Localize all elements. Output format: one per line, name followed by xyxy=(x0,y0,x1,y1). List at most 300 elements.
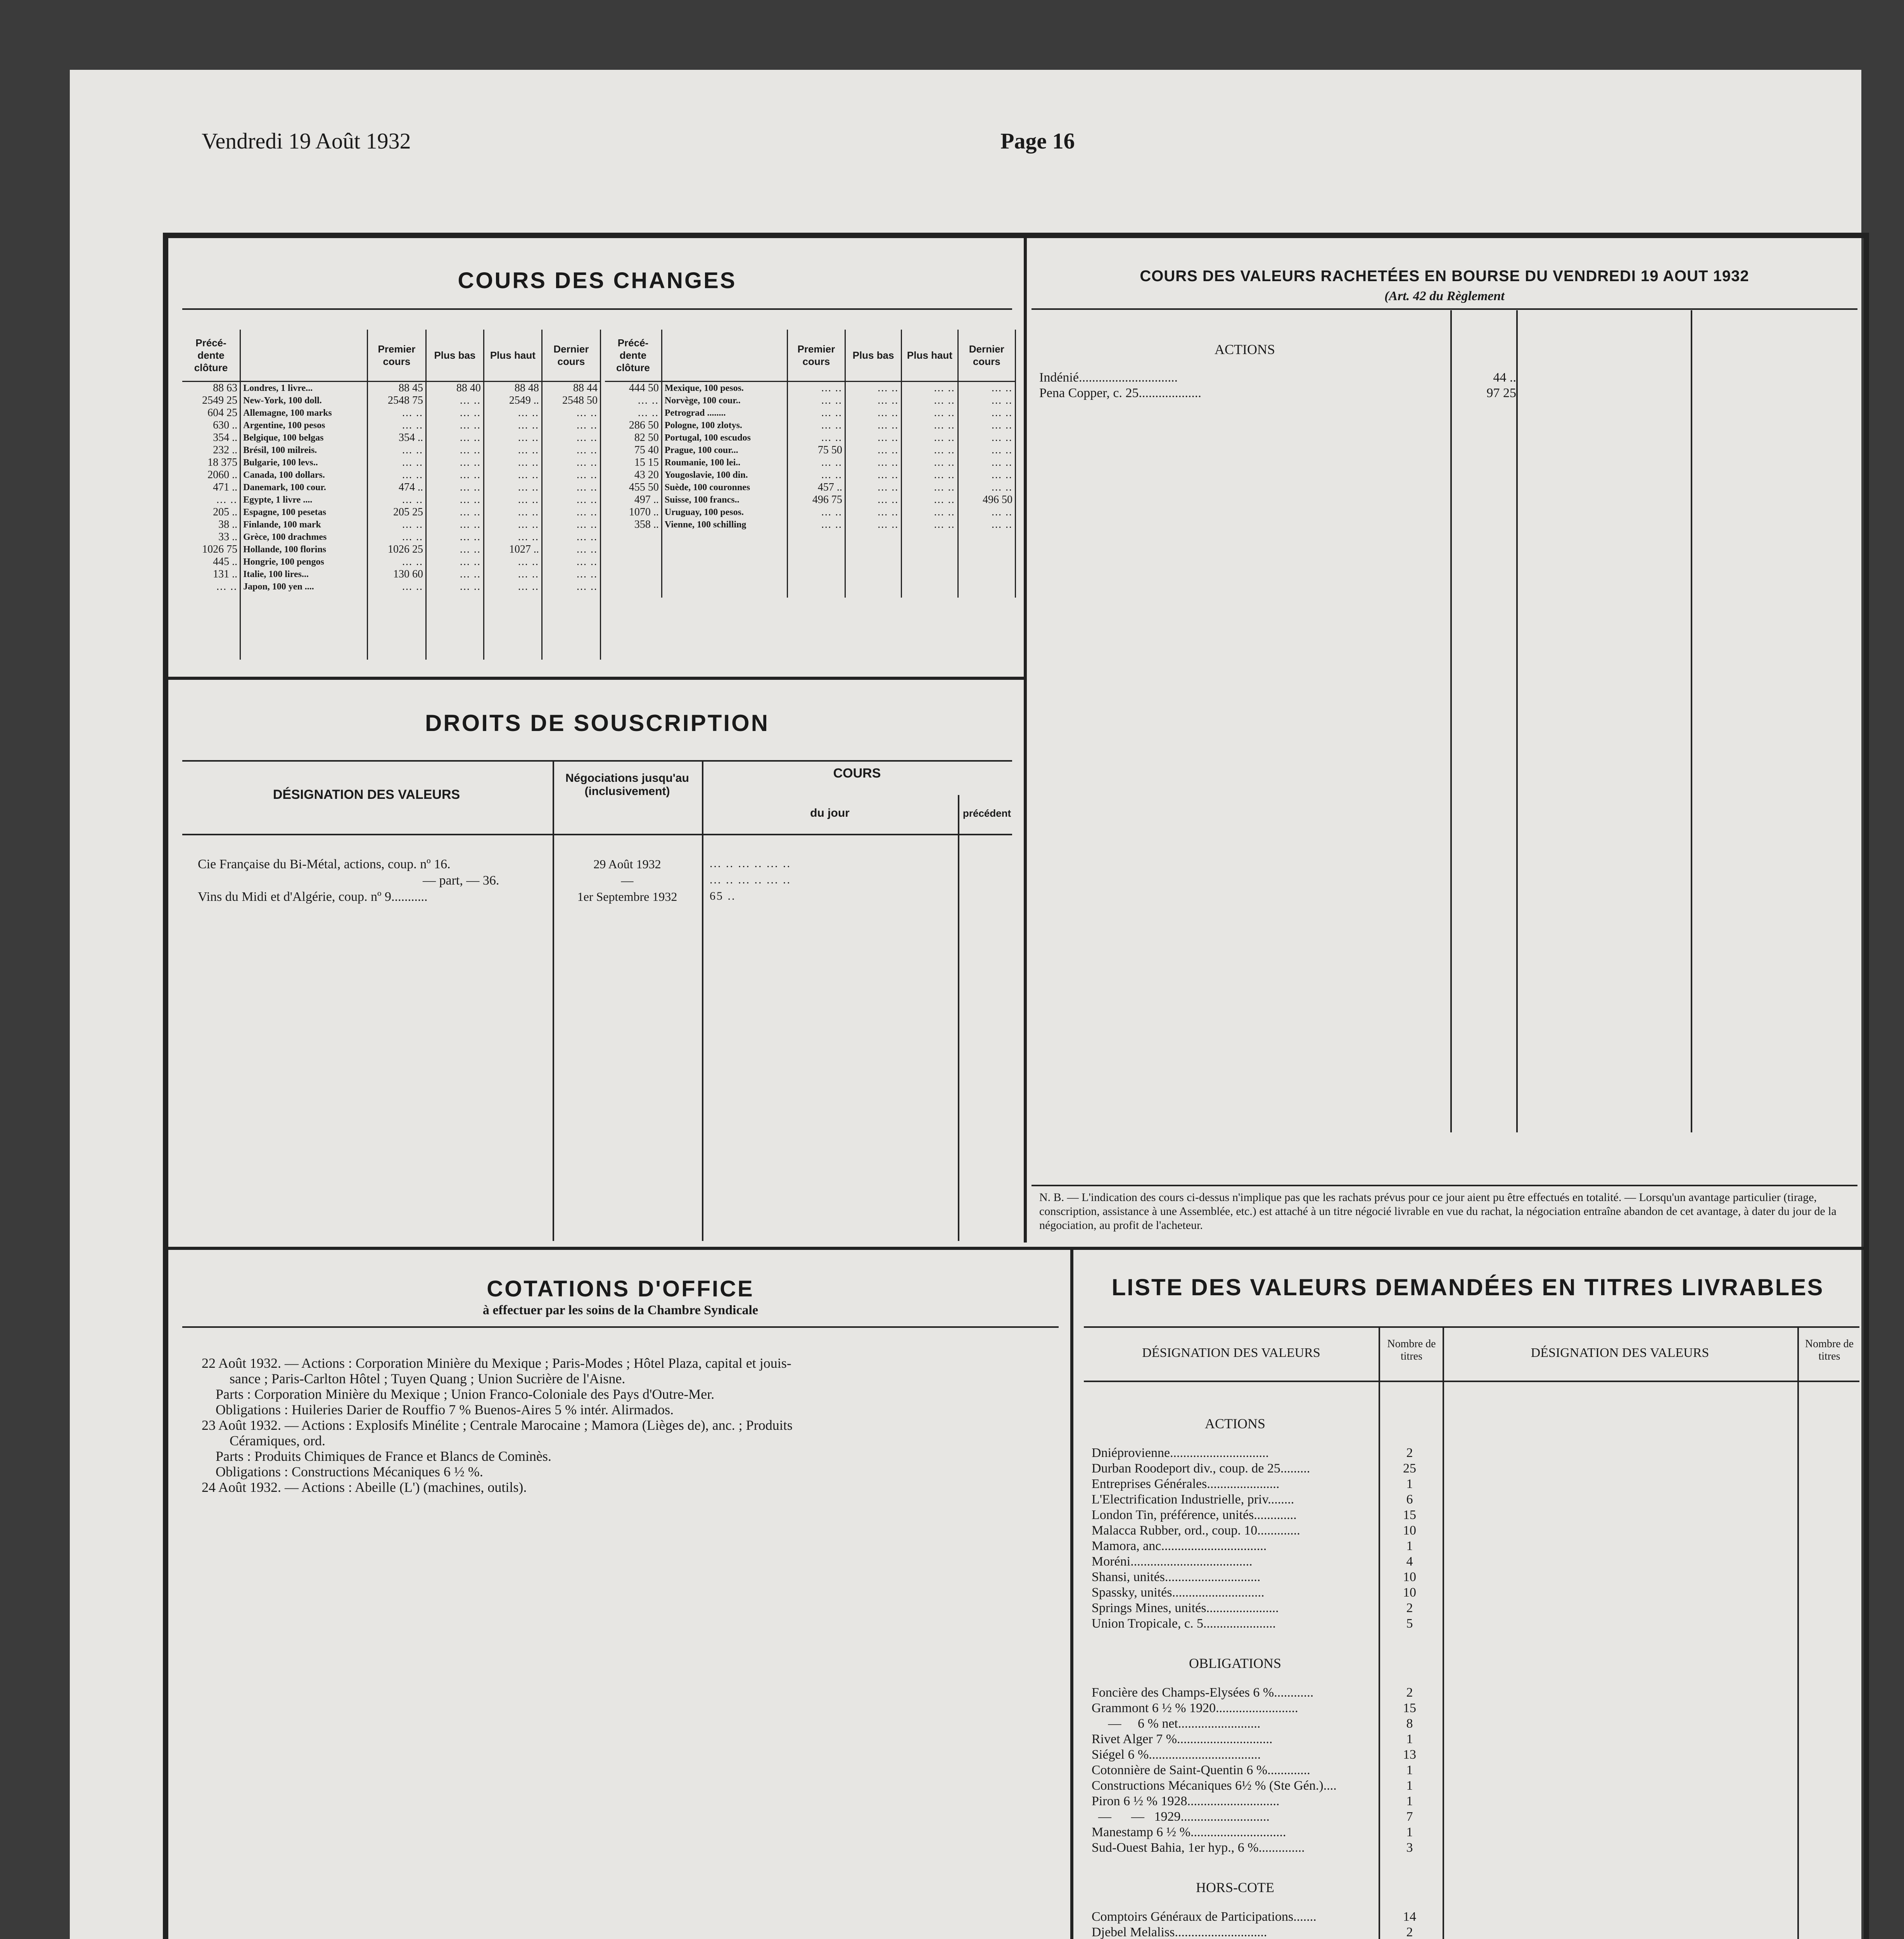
changes-cell: ... .. xyxy=(484,481,542,494)
changes-cell: 205 25 xyxy=(367,506,426,518)
page-number: Page 16 xyxy=(1000,128,1075,154)
livrables-name: Foncière des Champs-Elysées 6 %............ xyxy=(1092,1685,1314,1700)
changes-cell: ... .. xyxy=(426,543,484,556)
livrables-count: 15 xyxy=(1403,1701,1416,1715)
changes-col-header: Précé-dente clôture xyxy=(605,330,662,382)
changes-cell: ... .. xyxy=(902,481,958,494)
livrables-name: Moréni..................................... xyxy=(1092,1554,1253,1569)
changes-cell xyxy=(182,593,240,660)
changes-cell: ... .. xyxy=(845,407,901,419)
changes-col-header: Plus bas xyxy=(426,330,484,382)
changes-cell: ... .. xyxy=(484,407,542,419)
changes-cell: ... .. xyxy=(426,432,484,444)
changes-cell xyxy=(605,531,662,598)
changes-cell: ... .. xyxy=(426,556,484,568)
changes-cell: 38 .. xyxy=(182,518,240,531)
changes-cell: 455 50 xyxy=(605,481,662,494)
livrables-row xyxy=(1092,1508,1441,1523)
changes-row xyxy=(182,494,601,506)
changes-cell: 474 .. xyxy=(367,481,426,494)
changes-row xyxy=(182,456,601,469)
changes-row xyxy=(182,419,601,432)
changes-row xyxy=(182,382,601,395)
rachetees-value: 97 25 xyxy=(1486,386,1516,400)
livrables-count: 15 xyxy=(1403,1508,1416,1522)
livrables-row xyxy=(1092,1825,1441,1840)
rachetees-title: COURS DES VALEURS RACHETÉES EN BOURSE DU VENDREDI 19 AOUT 1932 xyxy=(1140,268,1749,285)
changes-col-header: Plus haut xyxy=(484,330,542,382)
livrables-name: Rivet Alger 7 %............................. xyxy=(1092,1732,1273,1746)
livrables-count: 10 xyxy=(1403,1570,1416,1584)
livrables-section xyxy=(1076,1253,1859,1939)
office-section xyxy=(175,1253,1066,1939)
changes-table-left xyxy=(182,330,601,660)
livrables-name: — 6 % net......................... xyxy=(1092,1716,1261,1731)
changes-cell: ... .. xyxy=(787,506,845,518)
changes-cell: Finlande, 100 mark xyxy=(240,518,368,531)
changes-row xyxy=(182,469,601,481)
changes-cell: New-York, 100 doll. xyxy=(240,394,368,407)
changes-cell: 604 25 xyxy=(182,407,240,419)
souscription-date: — xyxy=(621,873,634,887)
livrables-name: Sud-Ouest Bahia, 1er hyp., 6 %.............. xyxy=(1092,1840,1305,1855)
livrables-row xyxy=(1092,1554,1441,1570)
souscription-col-negociations: Négociations jusqu'au (inclusivement) xyxy=(565,772,689,798)
changes-cell: ... .. xyxy=(484,518,542,531)
livrables-row xyxy=(1092,1778,1441,1794)
changes-row xyxy=(605,382,1016,395)
souscription-designation: Cie Française du Bi-Métal, actions, coup. nº 16. xyxy=(198,857,451,871)
divider-mid xyxy=(1070,1247,1073,1939)
livrables-subsection-title: ACTIONS xyxy=(1204,1416,1265,1431)
souscription-row xyxy=(182,873,1012,890)
livrables-row xyxy=(1092,1461,1441,1477)
changes-cell: 88 45 xyxy=(367,382,426,395)
changes-cell: ... .. xyxy=(426,518,484,531)
changes-cell: ... .. xyxy=(182,581,240,593)
changes-cell: 130 60 xyxy=(367,568,426,581)
changes-cell: ... .. xyxy=(367,407,426,419)
changes-cell: ... .. xyxy=(787,419,845,432)
livrables-row xyxy=(1092,1716,1441,1732)
changes-cell: Mexique, 100 pesos. xyxy=(662,382,787,395)
livrables-row xyxy=(1092,1601,1441,1616)
changes-cell: Prague, 100 cour... xyxy=(662,444,787,456)
livrables-name: Djebel Melaliss............................ xyxy=(1092,1925,1267,1939)
livrables-count: 2 xyxy=(1406,1685,1413,1700)
changes-cell: ... .. xyxy=(958,394,1015,407)
souscription-date: 29 Août 1932 xyxy=(593,857,661,871)
livrables-name: Union Tropicale, c. 5...................... xyxy=(1092,1616,1276,1631)
changes-row xyxy=(182,568,601,581)
changes-row xyxy=(605,518,1016,531)
changes-row xyxy=(182,556,601,568)
livrables-row xyxy=(1092,1701,1441,1716)
changes-cell: 286 50 xyxy=(605,419,662,432)
changes-cell: ... .. xyxy=(902,494,958,506)
changes-cell: ... .. xyxy=(542,456,600,469)
changes-cell: Norvège, 100 cour.. xyxy=(662,394,787,407)
changes-cell: Belgique, 100 belgas xyxy=(240,432,368,444)
changes-col-header: Premier cours xyxy=(787,330,845,382)
changes-row xyxy=(182,531,601,543)
souscription-date: 1er Septembre 1932 xyxy=(577,890,677,904)
livrables-count: 1 xyxy=(1406,1825,1413,1839)
office-line: 24 Août 1932. — Actions : Abeille (L') (machines, outils). xyxy=(202,1479,527,1495)
changes-row xyxy=(605,456,1016,469)
livrables-count: 1 xyxy=(1406,1732,1413,1746)
changes-cell: ... .. xyxy=(182,494,240,506)
changes-cell: 358 .. xyxy=(605,518,662,531)
livrables-row xyxy=(1092,1616,1441,1632)
changes-col-header: Dernier cours xyxy=(958,330,1015,382)
changes-cell: 33 .. xyxy=(182,531,240,543)
rachetees-name: Pena Copper, c. 25................... xyxy=(1039,386,1201,400)
changes-row xyxy=(605,394,1016,407)
changes-cell: ... .. xyxy=(902,394,958,407)
souscription-designation: — part, — 36. xyxy=(423,873,499,888)
souscription-row xyxy=(182,890,1012,906)
livrables-count: 13 xyxy=(1403,1747,1416,1762)
changes-cell: ... .. xyxy=(845,444,901,456)
livrables-col-designation: DÉSIGNATION DES VALEURS xyxy=(1142,1346,1320,1360)
livrables-row xyxy=(1092,1747,1441,1763)
office-line: Céramiques, ord. xyxy=(202,1433,325,1448)
souscription-col-designation: DÉSIGNATION DES VALEURS xyxy=(273,787,460,802)
livrables-count: 6 xyxy=(1406,1492,1413,1507)
changes-row xyxy=(605,531,1016,598)
changes-cell: ... .. xyxy=(426,394,484,407)
livrables-row xyxy=(1092,1492,1441,1508)
livrables-row xyxy=(1092,1925,1441,1939)
livrables-count: 1 xyxy=(1406,1477,1413,1491)
souscription-cours: ... .. ... .. ... .. xyxy=(710,857,791,870)
changes-cell: ... .. xyxy=(367,518,426,531)
office-line: 23 Août 1932. — Actions : Explosifs Minélite ; Centrale Marocaine ; Mamora (Lièges de), anc. ; Produits xyxy=(202,1417,793,1433)
changes-cell: ... .. xyxy=(787,469,845,481)
changes-row xyxy=(182,581,601,593)
changes-cell: ... .. xyxy=(845,506,901,518)
changes-cell: 205 .. xyxy=(182,506,240,518)
livrables-name: Piron 6 ½ % 1928............................ xyxy=(1092,1794,1280,1808)
changes-cell: 82 50 xyxy=(605,432,662,444)
changes-col-header xyxy=(662,330,787,382)
changes-cell: 15 15 xyxy=(605,456,662,469)
changes-cell: ... .. xyxy=(367,581,426,593)
changes-cell: 1026 75 xyxy=(182,543,240,556)
changes-cell: Suède, 100 couronnes xyxy=(662,481,787,494)
changes-cell: ... .. xyxy=(426,407,484,419)
changes-cell: ... .. xyxy=(958,456,1015,469)
changes-cell: 1026 25 xyxy=(367,543,426,556)
changes-cell: 630 .. xyxy=(182,419,240,432)
changes-cell: ... .. xyxy=(845,419,901,432)
changes-cell: ... .. xyxy=(787,432,845,444)
changes-cell: ... .. xyxy=(542,506,600,518)
livrables-name: Grammont 6 ½ % 1920......................... xyxy=(1092,1701,1298,1715)
changes-cell: 497 .. xyxy=(605,494,662,506)
changes-cell: ... .. xyxy=(958,506,1015,518)
changes-cell: 75 40 xyxy=(605,444,662,456)
livrables-name: Manestamp 6 ½ %............................. xyxy=(1092,1825,1286,1839)
changes-cell: Pologne, 100 zlotys. xyxy=(662,419,787,432)
souscription-title: DROITS DE SOUSCRIPTION xyxy=(425,710,770,736)
changes-title: COURS DES CHANGES xyxy=(458,268,737,293)
changes-row xyxy=(182,543,601,556)
livrables-row xyxy=(1092,1840,1441,1856)
changes-cell: Egypte, 1 livre .... xyxy=(240,494,368,506)
changes-cell: Roumanie, 100 lei.. xyxy=(662,456,787,469)
changes-cell: ... .. xyxy=(367,456,426,469)
rachetees-subtitle: (Art. 42 du Règlement xyxy=(1384,289,1505,303)
office-lines xyxy=(202,1355,1055,1495)
livrables-col-designation-2: DÉSIGNATION DES VALEURS xyxy=(1531,1346,1709,1360)
livrables-name: Durban Roodeport div., coup. de 25......... xyxy=(1092,1461,1310,1476)
changes-cell: ... .. xyxy=(902,444,958,456)
changes-cell: ... .. xyxy=(484,568,542,581)
changes-cell: 496 50 xyxy=(958,494,1015,506)
changes-cell: ... .. xyxy=(484,419,542,432)
office-subtitle: à effectuer par les soins de la Chambre Syndicale xyxy=(482,1303,758,1317)
changes-cell xyxy=(426,593,484,660)
changes-cell: ... .. xyxy=(367,531,426,543)
changes-cell: Vienne, 100 schilling xyxy=(662,518,787,531)
changes-cell: ... .. xyxy=(484,581,542,593)
changes-cell xyxy=(367,593,426,660)
changes-cell: ... .. xyxy=(542,568,600,581)
changes-cell: ... .. xyxy=(902,469,958,481)
changes-cell: ... .. xyxy=(902,506,958,518)
changes-cell: ... .. xyxy=(845,456,901,469)
changes-row xyxy=(605,444,1016,456)
divider-row1 xyxy=(168,1247,1864,1250)
changes-cell: 1027 .. xyxy=(484,543,542,556)
livrables-name: Malacca Rubber, ord., coup. 10............. xyxy=(1092,1523,1300,1538)
changes-cell: ... .. xyxy=(958,407,1015,419)
changes-cell: 354 .. xyxy=(182,432,240,444)
rachetees-section-actions: ACTIONS xyxy=(1214,342,1275,357)
changes-cell xyxy=(845,531,901,598)
livrables-row xyxy=(1092,1794,1441,1809)
livrables-count: 4 xyxy=(1406,1554,1413,1569)
changes-cell xyxy=(240,593,368,660)
livrables-subsection-title: OBLIGATIONS xyxy=(1189,1656,1281,1671)
changes-cell: 88 40 xyxy=(426,382,484,395)
changes-cell: ... .. xyxy=(484,469,542,481)
changes-cell: Grèce, 100 drachmes xyxy=(240,531,368,543)
changes-row xyxy=(182,432,601,444)
changes-section xyxy=(175,252,1020,675)
changes-row xyxy=(182,481,601,494)
livrables-name: Entreprises Générales...................... xyxy=(1092,1477,1280,1491)
changes-cell: ... .. xyxy=(367,444,426,456)
livrables-count: 2 xyxy=(1406,1446,1413,1460)
changes-cell: ... .. xyxy=(605,407,662,419)
livrables-name: London Tin, préférence, unités............. xyxy=(1092,1508,1297,1522)
changes-cell: ... .. xyxy=(845,494,901,506)
changes-cell: ... .. xyxy=(902,382,958,395)
changes-row xyxy=(605,469,1016,481)
changes-cell xyxy=(902,531,958,598)
souscription-rows xyxy=(182,857,1012,906)
changes-cell: ... .. xyxy=(542,469,600,481)
changes-cell: ... .. xyxy=(426,469,484,481)
livrables-name: Cotonnière de Saint-Quentin 6 %............. xyxy=(1092,1763,1310,1777)
changes-col-header: Plus haut xyxy=(902,330,958,382)
office-line: Obligations : Huileries Darier de Rouffio 7 % Buenos-Aires 5 % intér. Alirmados. xyxy=(202,1402,674,1417)
changes-cell: ... .. xyxy=(787,394,845,407)
changes-cell: ... .. xyxy=(367,469,426,481)
changes-cell: ... .. xyxy=(542,407,600,419)
livrables-count: 1 xyxy=(1406,1794,1413,1808)
livrables-count: 1 xyxy=(1406,1778,1413,1793)
office-line: sance ; Paris-Carlton Hôtel ; Tuyen Quang ; Union Sucrière de l'Aisne. xyxy=(202,1371,625,1386)
changes-col-header: Dernier cours xyxy=(542,330,600,382)
changes-cell: ... .. xyxy=(484,556,542,568)
changes-row xyxy=(182,506,601,518)
changes-cell: 2548 50 xyxy=(542,394,600,407)
changes-cell: Japon, 100 yen .... xyxy=(240,581,368,593)
livrables-name: Siégel 6 %.................................. xyxy=(1092,1747,1261,1762)
souscription-designation: Vins du Midi et d'Algérie, coup. nº 9........... xyxy=(198,890,428,904)
changes-cell: 131 .. xyxy=(182,568,240,581)
rachetees-name: Indénié.............................. xyxy=(1039,370,1178,385)
changes-cell: ... .. xyxy=(426,444,484,456)
changes-row xyxy=(182,444,601,456)
changes-cell: 445 .. xyxy=(182,556,240,568)
livrables-row xyxy=(1092,1910,1441,1925)
changes-cell: ... .. xyxy=(787,407,845,419)
spacer xyxy=(1092,1856,1441,1872)
rachetees-section xyxy=(1031,252,1857,1241)
livrables-row xyxy=(1092,1809,1441,1825)
office-title: COTATIONS D'OFFICE xyxy=(487,1276,754,1301)
office-line: Parts : Produits Chimiques de France et Blancs de Cominès. xyxy=(202,1448,551,1464)
changes-cell: ... .. xyxy=(845,394,901,407)
changes-cell: 471 .. xyxy=(182,481,240,494)
livrables-count: 2 xyxy=(1406,1601,1413,1615)
changes-cell: ... .. xyxy=(484,456,542,469)
changes-cell xyxy=(484,593,542,660)
changes-row xyxy=(605,481,1016,494)
souscription-cours: 65 .. xyxy=(710,890,736,902)
changes-col-header: Plus bas xyxy=(845,330,901,382)
livrables-count: 10 xyxy=(1403,1523,1416,1538)
changes-cell: Bulgarie, 100 levs.. xyxy=(240,456,368,469)
changes-cell: ... .. xyxy=(958,481,1015,494)
changes-cell: Suisse, 100 francs.. xyxy=(662,494,787,506)
souscription-row xyxy=(182,857,1012,873)
changes-cell: ... .. xyxy=(542,518,600,531)
changes-cell: 232 .. xyxy=(182,444,240,456)
changes-cell: ... .. xyxy=(542,444,600,456)
changes-cell: ... .. xyxy=(484,531,542,543)
livrables-subsection-title: HORS-COTE xyxy=(1196,1880,1274,1895)
changes-cell: Portugal, 100 escudos xyxy=(662,432,787,444)
changes-cell: ... .. xyxy=(542,543,600,556)
changes-cell: ... .. xyxy=(484,506,542,518)
rachetees-rows xyxy=(1039,370,1524,401)
souscription-col-precedent: précédent xyxy=(962,807,1011,819)
livrables-col-nombre-2: Nombre de titres xyxy=(1805,1338,1854,1362)
changes-cell: ... .. xyxy=(902,456,958,469)
changes-cell: ... .. xyxy=(542,432,600,444)
changes-cell: ... .. xyxy=(367,419,426,432)
souscription-col-cours: COURS xyxy=(833,766,881,781)
livrables-row xyxy=(1092,1446,1441,1461)
livrables-title: LISTE DES VALEURS DEMANDÉES EN TITRES LIVRABLES xyxy=(1111,1274,1824,1300)
changes-cell: ... .. xyxy=(845,481,901,494)
changes-cell: 354 .. xyxy=(367,432,426,444)
changes-cell: Canada, 100 dollars. xyxy=(240,469,368,481)
livrables-row xyxy=(1092,1685,1441,1701)
changes-row xyxy=(605,407,1016,419)
changes-row xyxy=(605,506,1016,518)
changes-cell: ... .. xyxy=(484,444,542,456)
livrables-count: 5 xyxy=(1406,1616,1413,1631)
changes-cell: ... .. xyxy=(845,518,901,531)
changes-cell: 2549 .. xyxy=(484,394,542,407)
rachetees-row xyxy=(1039,386,1524,401)
changes-table-right xyxy=(605,330,1016,598)
changes-col-header: Premier cours xyxy=(367,330,426,382)
souscription-cours: ... .. ... .. ... .. xyxy=(710,873,791,886)
changes-cell: ... .. xyxy=(958,469,1015,481)
changes-cell: ... .. xyxy=(367,556,426,568)
livrables-row xyxy=(1092,1763,1441,1778)
changes-cell: ... .. xyxy=(845,469,901,481)
changes-cell: 2548 75 xyxy=(367,394,426,407)
changes-cell: 75 50 xyxy=(787,444,845,456)
changes-col-header xyxy=(240,330,368,382)
souscription-col-jour: du jour xyxy=(810,807,850,819)
changes-cell: ... .. xyxy=(426,506,484,518)
livrables-name: Dniéprovienne.............................. xyxy=(1092,1446,1269,1460)
changes-cell: ... .. xyxy=(484,494,542,506)
livrables-count: 7 xyxy=(1406,1809,1413,1824)
page-date: Vendredi 19 Août 1932 xyxy=(202,128,411,154)
changes-cell: ... .. xyxy=(958,518,1015,531)
changes-cell xyxy=(542,593,600,660)
changes-cell: ... .. xyxy=(542,494,600,506)
changes-cell: ... .. xyxy=(787,456,845,469)
changes-col-header: Précé-dente clôture xyxy=(182,330,240,382)
changes-cell: ... .. xyxy=(787,382,845,395)
changes-cell: 88 63 xyxy=(182,382,240,395)
changes-cell: ... .. xyxy=(787,518,845,531)
changes-cell: 43 20 xyxy=(605,469,662,481)
changes-cell: Brésil, 100 milreis. xyxy=(240,444,368,456)
changes-cell: ... .. xyxy=(542,481,600,494)
changes-cell: ... .. xyxy=(542,581,600,593)
changes-cell: 2549 25 xyxy=(182,394,240,407)
changes-cell: ... .. xyxy=(484,432,542,444)
livrables-count: 2 xyxy=(1406,1925,1413,1939)
changes-cell: Argentine, 100 pesos xyxy=(240,419,368,432)
changes-row xyxy=(605,494,1016,506)
livrables-name: Shansi, unités............................. xyxy=(1092,1570,1261,1584)
livrables-name: Spassky, unités............................ xyxy=(1092,1585,1265,1600)
livrables-count: 1 xyxy=(1406,1763,1413,1777)
livrables-count: 25 xyxy=(1403,1461,1416,1476)
changes-cell: ... .. xyxy=(845,382,901,395)
changes-cell: Hollande, 100 florins xyxy=(240,543,368,556)
office-line: Obligations : Constructions Mécaniques 6 ½ %. xyxy=(202,1464,483,1479)
changes-cell: ... .. xyxy=(542,531,600,543)
changes-cell: ... .. xyxy=(605,394,662,407)
changes-cell: Italie, 100 lires... xyxy=(240,568,368,581)
changes-cell: 2060 .. xyxy=(182,469,240,481)
